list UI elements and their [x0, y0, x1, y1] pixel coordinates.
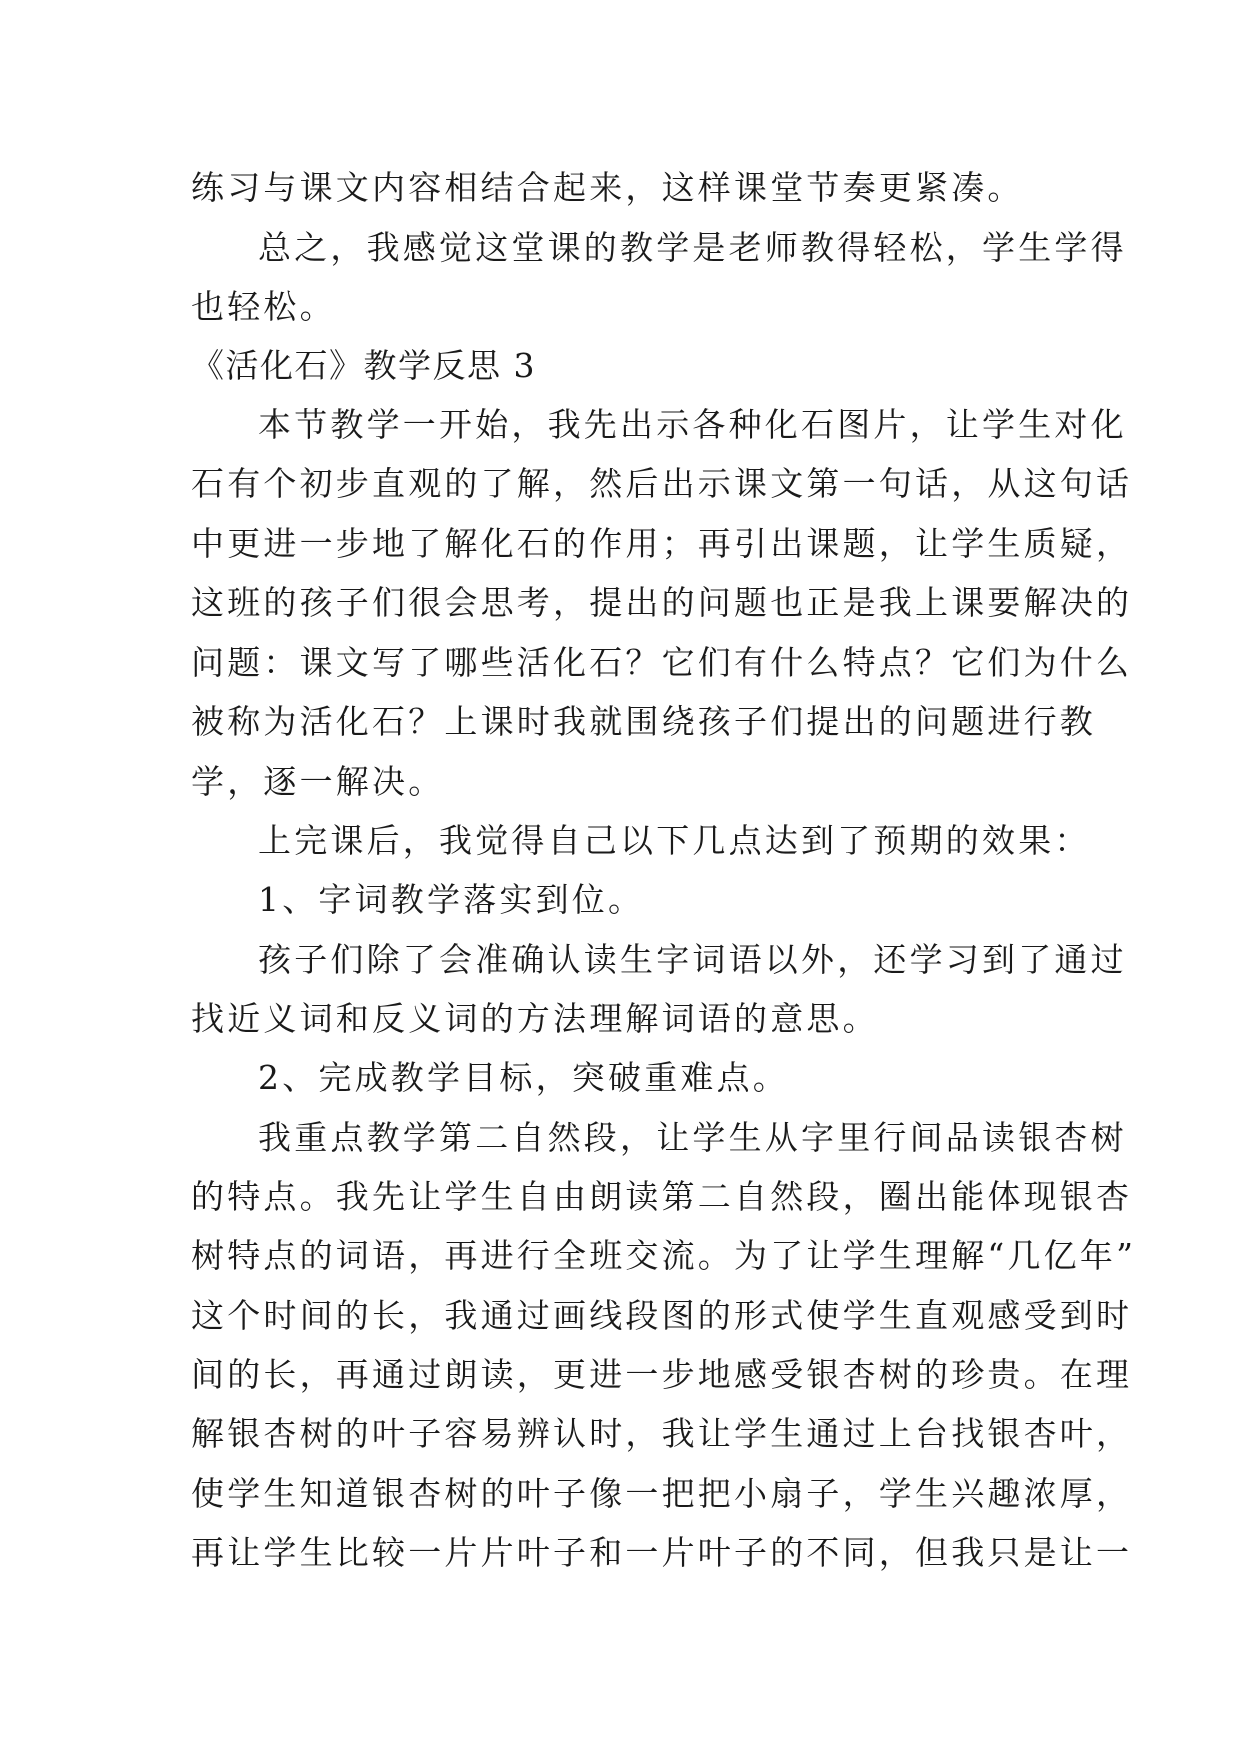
text-line: 找近义词和反义词的方法理解词语的意思。 [191, 999, 879, 1038]
list-item-heading: 2、完成教学目标，突破重难点。 [258, 1058, 789, 1097]
text-line: 问题：课文写了哪些活化石？它们有什么特点？它们为什么 [191, 643, 1133, 682]
text-line: 总之，我感觉这堂课的教学是老师教得轻松，学生学得 [258, 228, 1127, 267]
text-line: 学，逐一解决。 [191, 762, 445, 801]
text-line: 间的长，再通过朗读，更进一步地感受银杏树的珍贵。在理 [191, 1355, 1133, 1394]
text-line: 这个时间的长，我通过画线段图的形式使学生直观感受到时 [191, 1296, 1133, 1335]
text-line: 再让学生比较一片片叶子和一片叶子的不同，但我只是让一 [191, 1533, 1133, 1572]
text-line: 树特点的词语，再进行全班交流。为了让学生理解“几亿年” [191, 1236, 1137, 1275]
list-item-heading: 1、字词教学落实到位。 [258, 880, 645, 919]
text-line: 解银杏树的叶子容易辨认时，我让学生通过上台找银杏叶， [191, 1414, 1133, 1453]
text-line: 我重点教学第二自然段，让学生从字里行间品读银杏树 [258, 1118, 1127, 1157]
section-heading: 《活化石》教学反思 3 [191, 346, 536, 385]
text-line: 被称为活化石？上课时我就围绕孩子们提出的问题进行教 [191, 702, 1096, 741]
text-line: 中更进一步地了解化石的作用；再引出课题，让学生质疑， [191, 524, 1133, 563]
text-line: 的特点。我先让学生自由朗读第二自然段，圈出能体现银杏 [191, 1177, 1133, 1216]
text-line: 也轻松。 [191, 287, 336, 326]
text-line: 上完课后，我觉得自己以下几点达到了预期的效果： [258, 821, 1091, 860]
text-line: 石有个初步直观的了解，然后出示课文第一句话，从这句话 [191, 464, 1133, 503]
text-line: 练习与课文内容相结合起来，这样课堂节奏更紧凑。 [191, 168, 1024, 207]
text-line: 本节教学一开始，我先出示各种化石图片，让学生对化 [258, 405, 1127, 444]
text-line: 孩子们除了会准确认读生字词语以外，还学习到了通过 [258, 940, 1127, 979]
text-line: 使学生知道银杏树的叶子像一把把小扇子，学生兴趣浓厚， [191, 1474, 1133, 1513]
text-line: 这班的孩子们很会思考，提出的问题也正是我上课要解决的 [191, 583, 1133, 622]
